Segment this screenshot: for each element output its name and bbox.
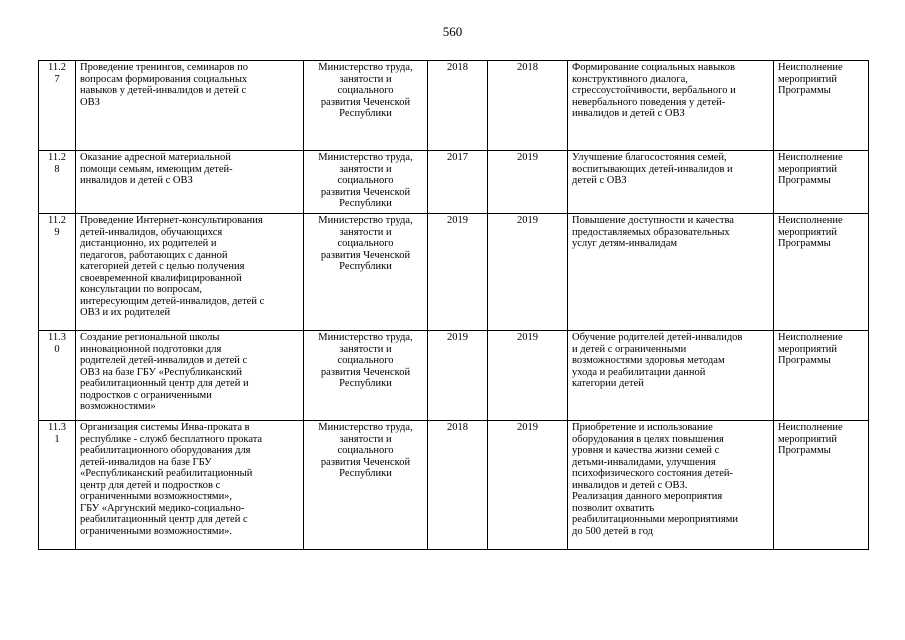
text-line: вопросам формирования социальных [80, 73, 248, 85]
text-line: Программы [778, 85, 831, 96]
text-line: Республики [339, 261, 392, 272]
text-line: инвалидов и детей с ОВЗ [80, 175, 193, 186]
text-line: социального [337, 445, 394, 456]
expected-result-cell [568, 331, 774, 421]
text-line: центр для детей и подростков с [80, 479, 221, 491]
start-year-cell: 2019 [428, 214, 488, 331]
text-line: ограниченными возможностями», [80, 491, 233, 502]
text-line: Министерство труда, [318, 62, 413, 73]
text-line: Улучшение благосостояния семей, [572, 152, 727, 163]
text-line: возможностями здоровья методам [572, 355, 725, 366]
text-line: мероприятий [778, 433, 837, 445]
text-line: 11.2 [48, 152, 66, 163]
text-line: 8 [54, 163, 60, 175]
text-line: Республики [339, 108, 392, 119]
consequence-cell [774, 331, 869, 421]
text-line: 7 [54, 73, 60, 85]
text-line: психофизического состояния детей- [572, 468, 734, 479]
text-line: своевременной квалифицированной [80, 272, 242, 284]
text-line: детей с ОВЗ [572, 175, 627, 186]
text-line: занятости и [339, 433, 392, 445]
text-line: конструктивного диалога, [572, 73, 688, 85]
text-line: ОВЗ на базе ГБУ «Республиканский [80, 366, 243, 378]
text-line: ГБУ «Аргунский медико-социально- [80, 502, 245, 514]
text-line: мероприятий [778, 73, 837, 85]
text-line: Оказание адресной материальной [80, 152, 231, 163]
executor-cell [304, 331, 428, 421]
consequence-cell [774, 61, 869, 151]
text-line: помощи семьям, имеющим детей- [80, 163, 233, 175]
text-line: интересующим детей-инвалидов, детей с [80, 295, 265, 307]
text-line: Министерство труда, [318, 152, 413, 163]
table-row [39, 421, 869, 550]
page-number: 560 [442, 24, 463, 39]
text-line: инвалидов и детей с ОВЗ [572, 108, 685, 119]
start-year-cell: 2018 [428, 421, 488, 550]
text-line: детей-инвалидов, обучающихся [80, 226, 223, 238]
measure-cell [76, 61, 304, 151]
executor-cell [304, 421, 428, 550]
text-line: инвалидов и детей с ОВЗ. [572, 479, 688, 491]
text-line: категорией детей с целью получения [80, 261, 245, 272]
table-row [39, 61, 869, 151]
text-line: Программы [778, 445, 831, 456]
text-line: занятости и [339, 73, 392, 85]
executor-cell [304, 61, 428, 151]
text-line: инновационной подготовки для [80, 343, 222, 355]
text-line: Программы [778, 238, 831, 249]
measure-cell [76, 331, 304, 421]
consequence-cell [774, 151, 869, 214]
expected-result-cell [568, 421, 774, 550]
text-line: развития Чеченской [320, 96, 411, 108]
text-line: мероприятий [778, 226, 837, 238]
text-line: социального [337, 355, 394, 366]
executor-cell [304, 214, 428, 331]
text-line: развития Чеченской [320, 186, 411, 198]
text-line: консультации по вопросам, [80, 284, 202, 295]
end-year-cell: 2019 [488, 214, 568, 331]
text-line: ухода и реабилитации данной [572, 366, 706, 378]
text-line: Неисполнение [778, 332, 843, 343]
end-year-cell: 2018 [488, 61, 568, 151]
text-line: детей-инвалидов на базе ГБУ [80, 456, 212, 468]
text-line: Повышение доступности и качества [572, 215, 734, 226]
text-line: Республики [339, 468, 392, 479]
text-line: возможностями» [80, 401, 156, 412]
text-line: реабилитационный центр для детей и [80, 378, 249, 389]
end-year-cell: 2019 [488, 421, 568, 550]
text-line: Обучение родителей детей-инвалидов [572, 332, 743, 343]
text-line: занятости и [339, 163, 392, 175]
text-line: Проведение тренингов, семинаров по [80, 62, 248, 73]
table-row [39, 214, 869, 331]
text-line: 9 [54, 226, 60, 238]
text-line: «Республиканский реабилитационный [80, 468, 253, 479]
text-line: Неисполнение [778, 422, 843, 433]
text-line: социального [337, 238, 394, 249]
text-line: услуг детям-инвалидам [572, 238, 678, 249]
start-year-cell: 2019 [428, 331, 488, 421]
text-line: Создание региональной школы [80, 332, 220, 343]
text-line: и детей с ограниченными [572, 343, 687, 355]
consequence-cell [774, 214, 869, 331]
text-line: реабилитационного оборудования для [80, 445, 251, 456]
measure-cell [76, 151, 304, 214]
text-line: развития Чеченской [320, 366, 411, 378]
text-line: ограниченными возможностями». [80, 525, 233, 537]
text-line: ОВЗ [80, 96, 100, 108]
text-line: ОВЗ и их родителей [80, 307, 171, 318]
text-line: реабилитационный центр для детей с [80, 514, 248, 525]
text-line: Организация системы Инва-проката в [80, 422, 250, 433]
item-number-cell [39, 331, 76, 421]
text-line: Неисполнение [778, 215, 843, 226]
text-line: подростков с ограниченными [80, 389, 212, 401]
text-line: Неисполнение [778, 152, 843, 163]
text-line: Программы [778, 355, 831, 366]
start-year-cell: 2018 [428, 61, 488, 151]
measure-cell [76, 214, 304, 331]
text-line: Республики [339, 378, 392, 389]
text-line: 11.3 [48, 422, 66, 433]
text-line: позволит охватить [572, 502, 655, 514]
text-line: 0 [54, 343, 60, 355]
table-row [39, 151, 869, 214]
text-line: Проведение Интернет-консультирования [80, 215, 263, 226]
text-line: родителей детей-инвалидов и детей с [80, 355, 248, 366]
text-line: мероприятий [778, 343, 837, 355]
text-line: реабилитационными мероприятиями [572, 514, 738, 525]
text-line: развития Чеченской [320, 456, 411, 468]
text-line: Реализация данного мероприятия [572, 491, 723, 502]
item-number-cell [39, 214, 76, 331]
text-line: уровня и качества жизни семей с [572, 445, 720, 456]
text-line: Министерство труда, [318, 215, 413, 226]
text-line: Формирование социальных навыков [572, 62, 735, 73]
text-line: республике - служб бесплатного проката [80, 433, 263, 445]
expected-result-cell [568, 214, 774, 331]
text-line: оборудования в целях повышения [572, 433, 724, 445]
table-row [39, 331, 869, 421]
text-line: социального [337, 175, 394, 186]
text-line: Министерство труда, [318, 422, 413, 433]
text-line: 11.3 [48, 332, 66, 343]
text-line: развития Чеченской [320, 249, 411, 261]
text-line: детьми-инвалидами, улучшения [572, 456, 716, 468]
text-line: дистанционно, их родителей и [80, 238, 217, 249]
text-line: Республики [339, 198, 392, 209]
text-line: занятости и [339, 343, 392, 355]
text-line: Министерство труда, [318, 332, 413, 343]
text-line: социального [337, 85, 394, 96]
expected-result-cell [568, 61, 774, 151]
text-line: 11.2 [48, 215, 66, 226]
text-line: стрессоустойчивости, вербального и [572, 85, 736, 96]
expected-result-cell [568, 151, 774, 214]
text-line: Программы [778, 175, 831, 186]
text-line: до 500 детей в год [572, 525, 654, 537]
text-line: 1 [54, 433, 60, 445]
text-line: предоставляемых образовательных [572, 226, 730, 238]
text-line: Неисполнение [778, 62, 843, 73]
item-number-cell [39, 421, 76, 550]
text-line: педагогов, работающих с данной [80, 249, 228, 261]
text-line: 11.2 [48, 62, 66, 73]
text-line: категории детей [572, 378, 644, 389]
text-line: невербального поведения у детей- [572, 96, 726, 108]
consequence-cell [774, 421, 869, 550]
text-line: воспитывающих детей-инвалидов и [572, 163, 733, 175]
end-year-cell: 2019 [488, 331, 568, 421]
measure-cell [76, 421, 304, 550]
program-measures-table [38, 60, 869, 550]
text-line: навыков у детей-инвалидов и детей с [80, 85, 247, 96]
end-year-cell: 2019 [488, 151, 568, 214]
text-line: занятости и [339, 226, 392, 238]
start-year-cell: 2017 [428, 151, 488, 214]
text-line: Приобретение и использование [572, 422, 713, 433]
item-number-cell [39, 151, 76, 214]
executor-cell [304, 151, 428, 214]
item-number-cell [39, 61, 76, 151]
text-line: мероприятий [778, 163, 837, 175]
